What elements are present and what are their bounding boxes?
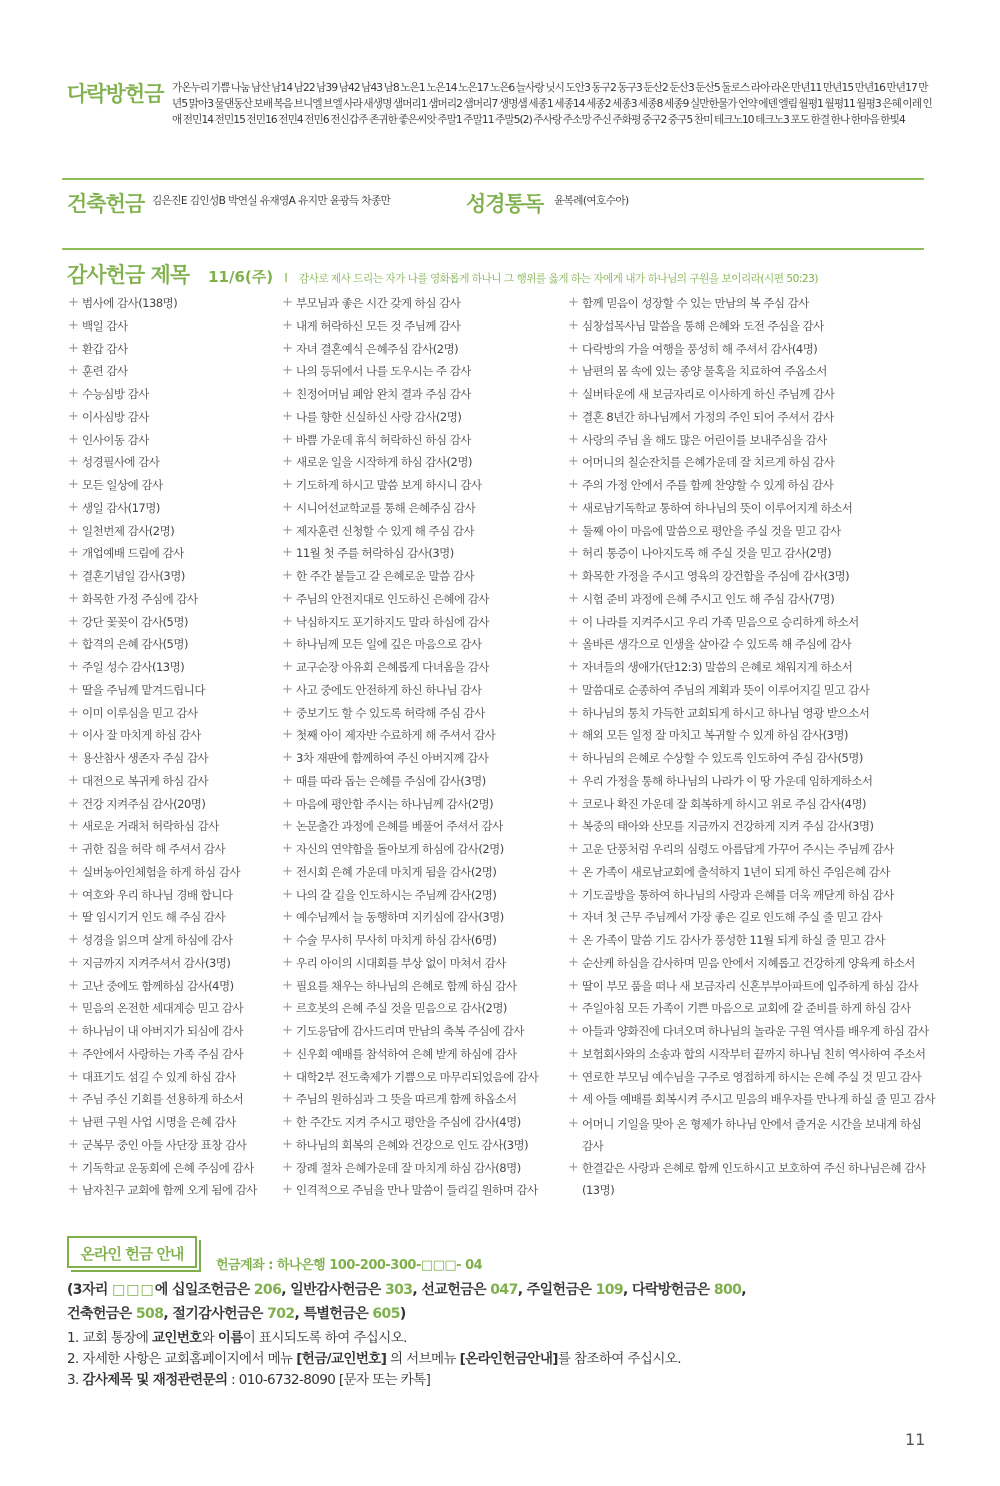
note-text: : 010-6732-8090 [문자 또는 카톡] [227, 1372, 431, 1388]
thanks-item: + 성경을 읽으며 살게 하심에 감사 [68, 931, 268, 954]
note-text: 의 서브메뉴 [386, 1351, 460, 1367]
thanks-item: + 보험회사와의 소송과 합의 시작부터 끝까지 하나님 친히 역사하여 주소서 [568, 1045, 926, 1068]
note-2 [67, 1349, 681, 1370]
thanks-item: + 믿음의 온전한 세대계승 믿고 감사 [68, 999, 268, 1022]
thanks-item: + 모든 일상에 감사 [68, 476, 268, 499]
thanks-item: + 말씀대로 순종하여 주님의 계획과 뜻이 이루어지길 믿고 감사 [568, 681, 926, 704]
thanks-item: + 지금까지 지켜주셔서 감사(3명) [68, 954, 268, 977]
thanks-item: + 남편 구원 사업 시명을 은혜 감사 [68, 1113, 268, 1136]
bible-reading-title: 성경통독 [466, 192, 544, 216]
thanks-item: + 딸 임시기거 인도 해 주심 감사 [68, 908, 268, 931]
thanks-item: + 하나님이 내 아버지가 되심에 감사 [68, 1022, 268, 1045]
thanks-item: + 신우회 예배를 참석하여 은혜 받게 하심에 감사 [282, 1045, 552, 1068]
thanks-item: + 전시회 은혜 가운데 마치게 됨을 감사(2명) [282, 863, 552, 886]
thanks-item: + 화목한 가정을 주시고 영육의 강건함을 주심에 감사(3명) [568, 567, 926, 590]
divider [62, 248, 924, 250]
darak-offering-title: 다락방헌금 [67, 82, 164, 106]
thanks-item: + 해외 모든 일정 잘 마치고 복귀할 수 있게 하심 감사(3명) [568, 726, 926, 749]
note-text: 3. [67, 1372, 83, 1388]
thanks-item: + 하나님의 회복의 은혜와 건강으로 인도 감사(3명) [282, 1136, 552, 1159]
season-code: 702 [267, 1306, 295, 1322]
mission-code: 047 [490, 1282, 518, 1298]
thanks-list-column-3 [568, 294, 935, 1201]
thanks-item: + 기도골방을 통하여 하나님의 사랑과 은혜를 더욱 깨닫게 하심 감사 [568, 886, 926, 909]
thanks-item: + 바쁨 가운데 휴식 허락하신 하심 감사 [282, 431, 552, 454]
note-text: 를 참조하여 주십시오. [557, 1351, 681, 1367]
thanks-item: + 온 가족이 새로남교회에 출석하지 1년이 되게 하신 주임은혜 감사 [568, 863, 926, 886]
thanks-item: + 수술 무사히 무사히 마치게 하심 감사(6명) [282, 931, 552, 954]
note-text: 와 [201, 1330, 218, 1346]
thanks-item: + 중보기도 할 수 있도록 허락해 주심 감사 [282, 704, 552, 727]
thanks-item: + 시니어선교학교를 통해 은혜주심 감사 [282, 499, 552, 522]
building-offering-title: 건축헌금 [67, 192, 145, 216]
thanks-item: + 결혼 8년간 하나님께서 가정의 주인 되어 주셔서 감사 [568, 408, 926, 431]
note-text: 2. 자세한 사항은 교회홈페이지에서 메뉴 [67, 1351, 297, 1367]
thanks-item: + 3차 재판에 함께하여 주신 아버지께 감사 [282, 749, 552, 772]
thanks-item: + 나의 등뒤에서 나를 도우시는 주 감사 [282, 362, 552, 385]
note-emphasis: [헌금/교인번호] [296, 1351, 387, 1367]
thanks-item: + 주일 성수 감사(13명) [68, 658, 268, 681]
codes-text: , 선교헌금은 [412, 1282, 491, 1298]
thanks-item: + 한결같은 사랑과 은혜로 함께 인도하시고 보호하여 주신 하나님은혜 감사(13명) [568, 1157, 926, 1201]
thanks-item: + 온 가족이 말씀 기도 감사가 풍성한 11월 되게 하실 줄 믿고 감사 [568, 931, 926, 954]
thanks-item: + 사고 중에도 안전하게 하신 하나님 감사 [282, 681, 552, 704]
thanks-item: + 백일 감사 [68, 317, 268, 340]
thanks-item: + 한 주간도 지켜 주시고 평안을 주심에 감사(4명) [282, 1113, 552, 1136]
note-emphasis: 교인번호 [151, 1330, 202, 1346]
thanks-item: + 세 아들 예배를 회복시켜 주시고 믿음의 배우자를 만나게 하실 줄 믿고 감사 [568, 1090, 926, 1113]
thanks-item: + 하나님의 은혜로 수상할 수 있도록 인도하여 주심 감사(5명) [568, 749, 926, 772]
thanks-item: + 개업예배 드림에 감사 [68, 544, 268, 567]
thanks-item: + 기도하게 하시고 말씀 보게 하시니 감사 [282, 476, 552, 499]
thanks-item: + 함께 믿음이 성장할 수 있는 만남의 복 주심 감사 [568, 294, 926, 317]
thanks-item: + 귀한 집을 허락 해 주셔서 감사 [68, 840, 268, 863]
codes-text: 에 십일조헌금은 [154, 1282, 254, 1298]
offering-notes [67, 1328, 681, 1391]
thanks-item: + 범사에 감사(138명) [68, 294, 268, 317]
thanks-item: + 새로운 거래처 허락하심 감사 [68, 817, 268, 840]
thanks-item: + 11월 첫 주를 허락하심 감사(3명) [282, 544, 552, 567]
thanks-item: + 교구순장 아유회 은혜롭게 다녀옴을 감사 [282, 658, 552, 681]
scripture-verse: 감사로 제사 드리는 자가 나를 영화롭게 하나니 그 행위를 옳게 하는 자에게 내가 하나님의 구원을 보이리라(시편 50:23) [298, 273, 819, 285]
thanks-item: + 고운 단풍처럼 우리의 심령도 아름답게 가꾸어 주시는 주님께 감사 [568, 840, 926, 863]
thanks-item: + 친정어머님 폐암 완치 결과 주심 감사 [282, 385, 552, 408]
note-emphasis: 이름 [217, 1330, 243, 1346]
thanks-item: + 나의 갈 길을 인도하시는 주님께 감사(2명) [282, 886, 552, 909]
sunday-code: 109 [595, 1282, 624, 1298]
building-offering-names: 김은진E 김인성B 박연실 유재영A 유지만 윤광득 차종만 [152, 195, 391, 207]
thanks-item: + 딸을 주님께 맡겨드립니다 [68, 681, 268, 704]
note-text: 1. 교회 통장에 [67, 1330, 152, 1346]
thanks-item: + 딸이 부모 품을 떠나 새 보금자리 신혼부부아파트에 입주하게 하심 감사 [568, 977, 926, 1000]
codes-text: ) [399, 1306, 406, 1322]
thanks-item: + 아들과 양화진에 다녀오며 하나님의 놀라운 구원 역사를 배우게 하심 감사 [568, 1022, 926, 1045]
thanks-item: + 마음에 평안함 주시는 하나님께 감사(2명) [282, 795, 552, 818]
separator: I [284, 271, 288, 285]
thanks-item: + 시험 준비 과정에 은혜 주시고 인도 해 주심 감사(7명) [568, 590, 926, 613]
thanks-list-column-2 [282, 294, 552, 1204]
bible-reading-names: 윤복례(여호수아) [554, 195, 629, 207]
thanks-item: + 자녀 결혼예식 은혜주심 감사(2명) [282, 340, 552, 363]
thanks-item: + 수능심방 감사 [68, 385, 268, 408]
thanks-item: + 순산케 하심을 감사하며 믿음 안에서 지혜롭고 건강하게 양육케 하소서 [568, 954, 926, 977]
thanks-item: + 기독학교 운동회에 은혜 주심에 감사 [68, 1159, 268, 1182]
thanks-item: + 화목한 가정 주심에 감사 [68, 590, 268, 613]
thanks-item: + 우리 가정을 통해 하나님의 나라가 이 땅 가운데 임하게하소서 [568, 772, 926, 795]
thanks-item: + 생일 감사(17명) [68, 499, 268, 522]
codes-text: , [741, 1282, 747, 1298]
thanks-item: + 올바른 생각으로 인생을 살아갈 수 있도록 해 주심에 감사 [568, 635, 926, 658]
thanks-item: + 실버농아인체험을 하게 하심 감사 [68, 863, 268, 886]
thanks-item: + 군복무 중인 아들 사단장 표창 감사 [68, 1136, 268, 1159]
thanks-list-column-1 [68, 294, 268, 1204]
note-emphasis: 감사제목 및 재정관련문의 [82, 1372, 228, 1388]
thanks-item: + 합격의 은혜 감사(5명) [68, 635, 268, 658]
thanks-item: + 대학2부 전도축제가 기쁨으로 마무리되었음에 감사 [282, 1068, 552, 1091]
thanks-item: + 첫째 아이 제자반 수료하게 해 주셔서 감사 [282, 726, 552, 749]
thanks-item: + 내게 허락하신 모든 것 주님께 감사 [282, 317, 552, 340]
thanks-item: + 하나님께 모든 일에 깊은 마음으로 감사 [282, 635, 552, 658]
thanks-item: + 르호봇의 은혜 주실 것을 믿음으로 감사(2명) [282, 999, 552, 1022]
online-offering-label: 온라인 헌금 안내 [67, 1236, 197, 1268]
thanks-item: + 훈련 감사 [68, 362, 268, 385]
thanks-item: + 건강 지켜주심 감사(20명) [68, 795, 268, 818]
note-emphasis: [온라인헌금안내] [459, 1351, 558, 1367]
thanks-date: 11/6(주) [208, 268, 274, 286]
thanks-item: + 어머니의 칠순잔치를 은혜가운데 잘 치르게 하심 감사 [568, 453, 926, 476]
thanks-item: + 결혼기념일 감사(3명) [68, 567, 268, 590]
thanks-item: + 고난 중에도 함께하심 감사(4명) [68, 977, 268, 1000]
thanks-item: + 대표기도 섬길 수 있게 하심 감사 [68, 1068, 268, 1091]
bank-account: 헌금계좌 : 하나은행 100-200-300-□□□- 04 [216, 1258, 483, 1273]
thanks-item: + 주의 가정 안에서 주를 함께 찬양할 수 있게 하심 감사 [568, 476, 926, 499]
codes-text: , 다락방헌금은 [623, 1282, 714, 1298]
thanks-item: + 일천번제 감사(2명) [68, 522, 268, 545]
thanks-item: + 자신의 연약함을 돌아보게 하심에 감사(2명) [282, 840, 552, 863]
thanks-item: + 이사 잘 마치게 하심 감사 [68, 726, 268, 749]
note-1 [67, 1328, 681, 1349]
thanks-item: + 이미 이루심을 믿고 감사 [68, 704, 268, 727]
divider [62, 178, 924, 180]
thanks-item: + 대전으로 복귀케 하심 감사 [68, 772, 268, 795]
thanks-item: + 새로운 일을 시작하게 하심 감사(2명) [282, 453, 552, 476]
note-3 [67, 1370, 681, 1391]
thanks-code: 303 [384, 1282, 413, 1298]
thanks-item: + 실버타운에 새 보금자리로 이사하게 하신 주님께 감사 [568, 385, 926, 408]
offering-codes [67, 1278, 927, 1326]
thanks-item: + 성경필사에 감사 [68, 453, 268, 476]
special-code: 605 [372, 1306, 400, 1322]
thanks-title: 감사헌금 제목 [67, 263, 190, 287]
thanks-item: + 때를 따라 돕는 은혜를 주심에 감사(3명) [282, 772, 552, 795]
darak-offering-names: 가온누리 기쁨 나눔 남산 남14 남22 남39 남42 남43 남8 노은1 노은14 노은17 노은6 늘사랑 닛시 도안3 동구2 동구3 둔산2 둔산3 둔산5 둘로스 라아 라온 만년11 만년15 만년16 만년17 만년5 맑아3 물댄동산 보배 복음 브니엘 브엘 사라 새생명 샘머리1 샘머리2 샘머리7 생명샘 세종1 세종14 세종2 세종3 세종8 세종9 실만한물가 언약 에덴 엘림 월평1 월평11 월평3 은혜 이레 인애 전민14 전민15 전민16 전민4 전민6 전신갑주 존귀한 좋은씨앗 주말1 주말11 주말5(2) 주사랑 주소망 주신 주화평 중구2 중구5 찬미 테크노10 테크노3 포도 한결 한나 한마음 한빛4 [172, 82, 932, 126]
thanks-item: + 부모님과 좋은 시간 갖게 하심 감사 [282, 294, 552, 317]
thanks-item: + 새로남기독학교 통하여 하나님의 뜻이 이루어지게 하소서 [568, 499, 926, 522]
thanks-item: + 허리 통증이 나아지도록 해 주실 것을 믿고 감사(2명) [568, 544, 926, 567]
darak-code: 800 [713, 1282, 742, 1298]
thanks-item: + 나를 향한 신실하신 사랑 감사(2명) [282, 408, 552, 431]
thanks-item: + 인사이동 감사 [68, 431, 268, 454]
codes-text: , 주일헌금은 [517, 1282, 596, 1298]
codes-text: 건축헌금은 [67, 1306, 136, 1322]
thanks-item: + 예수님께서 늘 동행하며 지키심에 감사(3명) [282, 908, 552, 931]
note-text: 이 표시되도록 하여 주십시오. [242, 1330, 407, 1346]
thanks-item: + 코로나 확진 가운데 잘 회복하게 하시고 위로 주심 감사(4명) [568, 795, 926, 818]
thanks-item: + 주안에서 사랑하는 가족 주심 감사 [68, 1045, 268, 1068]
codes-text: , 일반감사헌금은 [281, 1282, 385, 1298]
thanks-item: + 연로한 부모님 예수님을 구주로 영접하게 하시는 은혜 주실 것 믿고 감사 [568, 1068, 926, 1091]
thanks-item: + 남자친구 교회에 함께 오게 됨에 감사 [68, 1181, 268, 1204]
thanks-item: + 제자훈련 신청할 수 있게 해 주심 감사 [282, 522, 552, 545]
thanks-item: + 사랑의 주님 올 해도 많은 어린이를 보내주심을 감사 [568, 431, 926, 454]
thanks-item: + 자녀들의 생애가(단12:3) 말씀의 은혜로 채워지게 하소서 [568, 658, 926, 681]
codes-text: (3자리 [67, 1282, 113, 1298]
page-number: 11 [905, 1430, 926, 1449]
thanks-item: + 심창섭목사님 말씀을 통해 은혜와 도전 주심을 감사 [568, 317, 926, 340]
thanks-item: + 복중의 태아와 산모를 지금까지 건강하게 지켜 주심 감사(3명) [568, 817, 926, 840]
thanks-header [67, 259, 818, 289]
code-boxes: □□□ [112, 1282, 155, 1298]
thanks-item: + 환갑 감사 [68, 340, 268, 363]
codes-text: , 절기감사헌금은 [163, 1306, 268, 1322]
codes-text: , 특별헌금은 [294, 1306, 373, 1322]
thanks-item: + 이 나라를 지켜주시고 우리 가족 믿음으로 승리하게 하소서 [568, 613, 926, 636]
thanks-item: + 다락방의 가을 여행을 풍성히 해 주셔서 감사(4명) [568, 340, 926, 363]
thanks-item: + 주님의 안전지대로 인도하신 은혜에 감사 [282, 590, 552, 613]
thanks-item: + 둘째 아이 마음에 말씀으로 평안을 주실 것을 믿고 감사 [568, 522, 926, 545]
thanks-item: + 장례 절차 은혜가운데 잘 마치게 하심 감사(8명) [282, 1159, 552, 1182]
thanks-item: + 기도응답에 감사드리며 만남의 축복 주심에 감사 [282, 1022, 552, 1045]
thanks-item: + 남편의 몸 속에 있는 종양 물혹을 치료하여 주옵소서 [568, 362, 926, 385]
thanks-item: + 필요를 채우는 하나님의 은혜로 함께 하심 감사 [282, 977, 552, 1000]
thanks-item: + 주님의 원하심과 그 뜻을 따르게 함께 하옵소서 [282, 1090, 552, 1113]
thanks-item: + 한 주간 붙들고 갈 은혜로운 말씀 감사 [282, 567, 552, 590]
thanks-item: + 어머니 기일을 맞아 온 형제가 하나님 안에서 즐거운 시간을 보내게 하심 감사 [568, 1113, 926, 1157]
building-code: 508 [135, 1306, 164, 1322]
thanks-item: + 인격적으로 주님을 만나 말씀이 들리길 원하며 감사 [282, 1181, 552, 1204]
thanks-item: + 자녀 첫 근무 주님께서 가장 좋은 길로 인도해 주실 줄 믿고 감사 [568, 908, 926, 931]
thanks-item: + 하나님의 통치 가득한 교회되게 하시고 하나님 영광 받으소서 [568, 704, 926, 727]
thanks-item: + 낙심하지도 포기하지도 말라 하심에 감사 [282, 613, 552, 636]
thanks-item: + 논문출간 과정에 은혜를 베풀어 주셔서 감사 [282, 817, 552, 840]
thanks-item: + 주님 주신 기회를 선용하게 하소서 [68, 1090, 268, 1113]
thanks-item: + 여호와 우리 하나님 경배 합니다 [68, 886, 268, 909]
thanks-item: + 이사심방 감사 [68, 408, 268, 431]
thanks-item: + 주일아침 모든 가족이 기쁜 마음으로 교회에 갈 준비를 하게 하심 감사 [568, 999, 926, 1022]
thanks-item: + 강단 꽃꽂이 감사(5명) [68, 613, 268, 636]
tithe-code: 206 [253, 1282, 282, 1298]
thanks-item: + 우리 아이의 시대회를 부상 없이 마쳐서 감사 [282, 954, 552, 977]
thanks-item: + 용산참사 생존자 주심 감사 [68, 749, 268, 772]
